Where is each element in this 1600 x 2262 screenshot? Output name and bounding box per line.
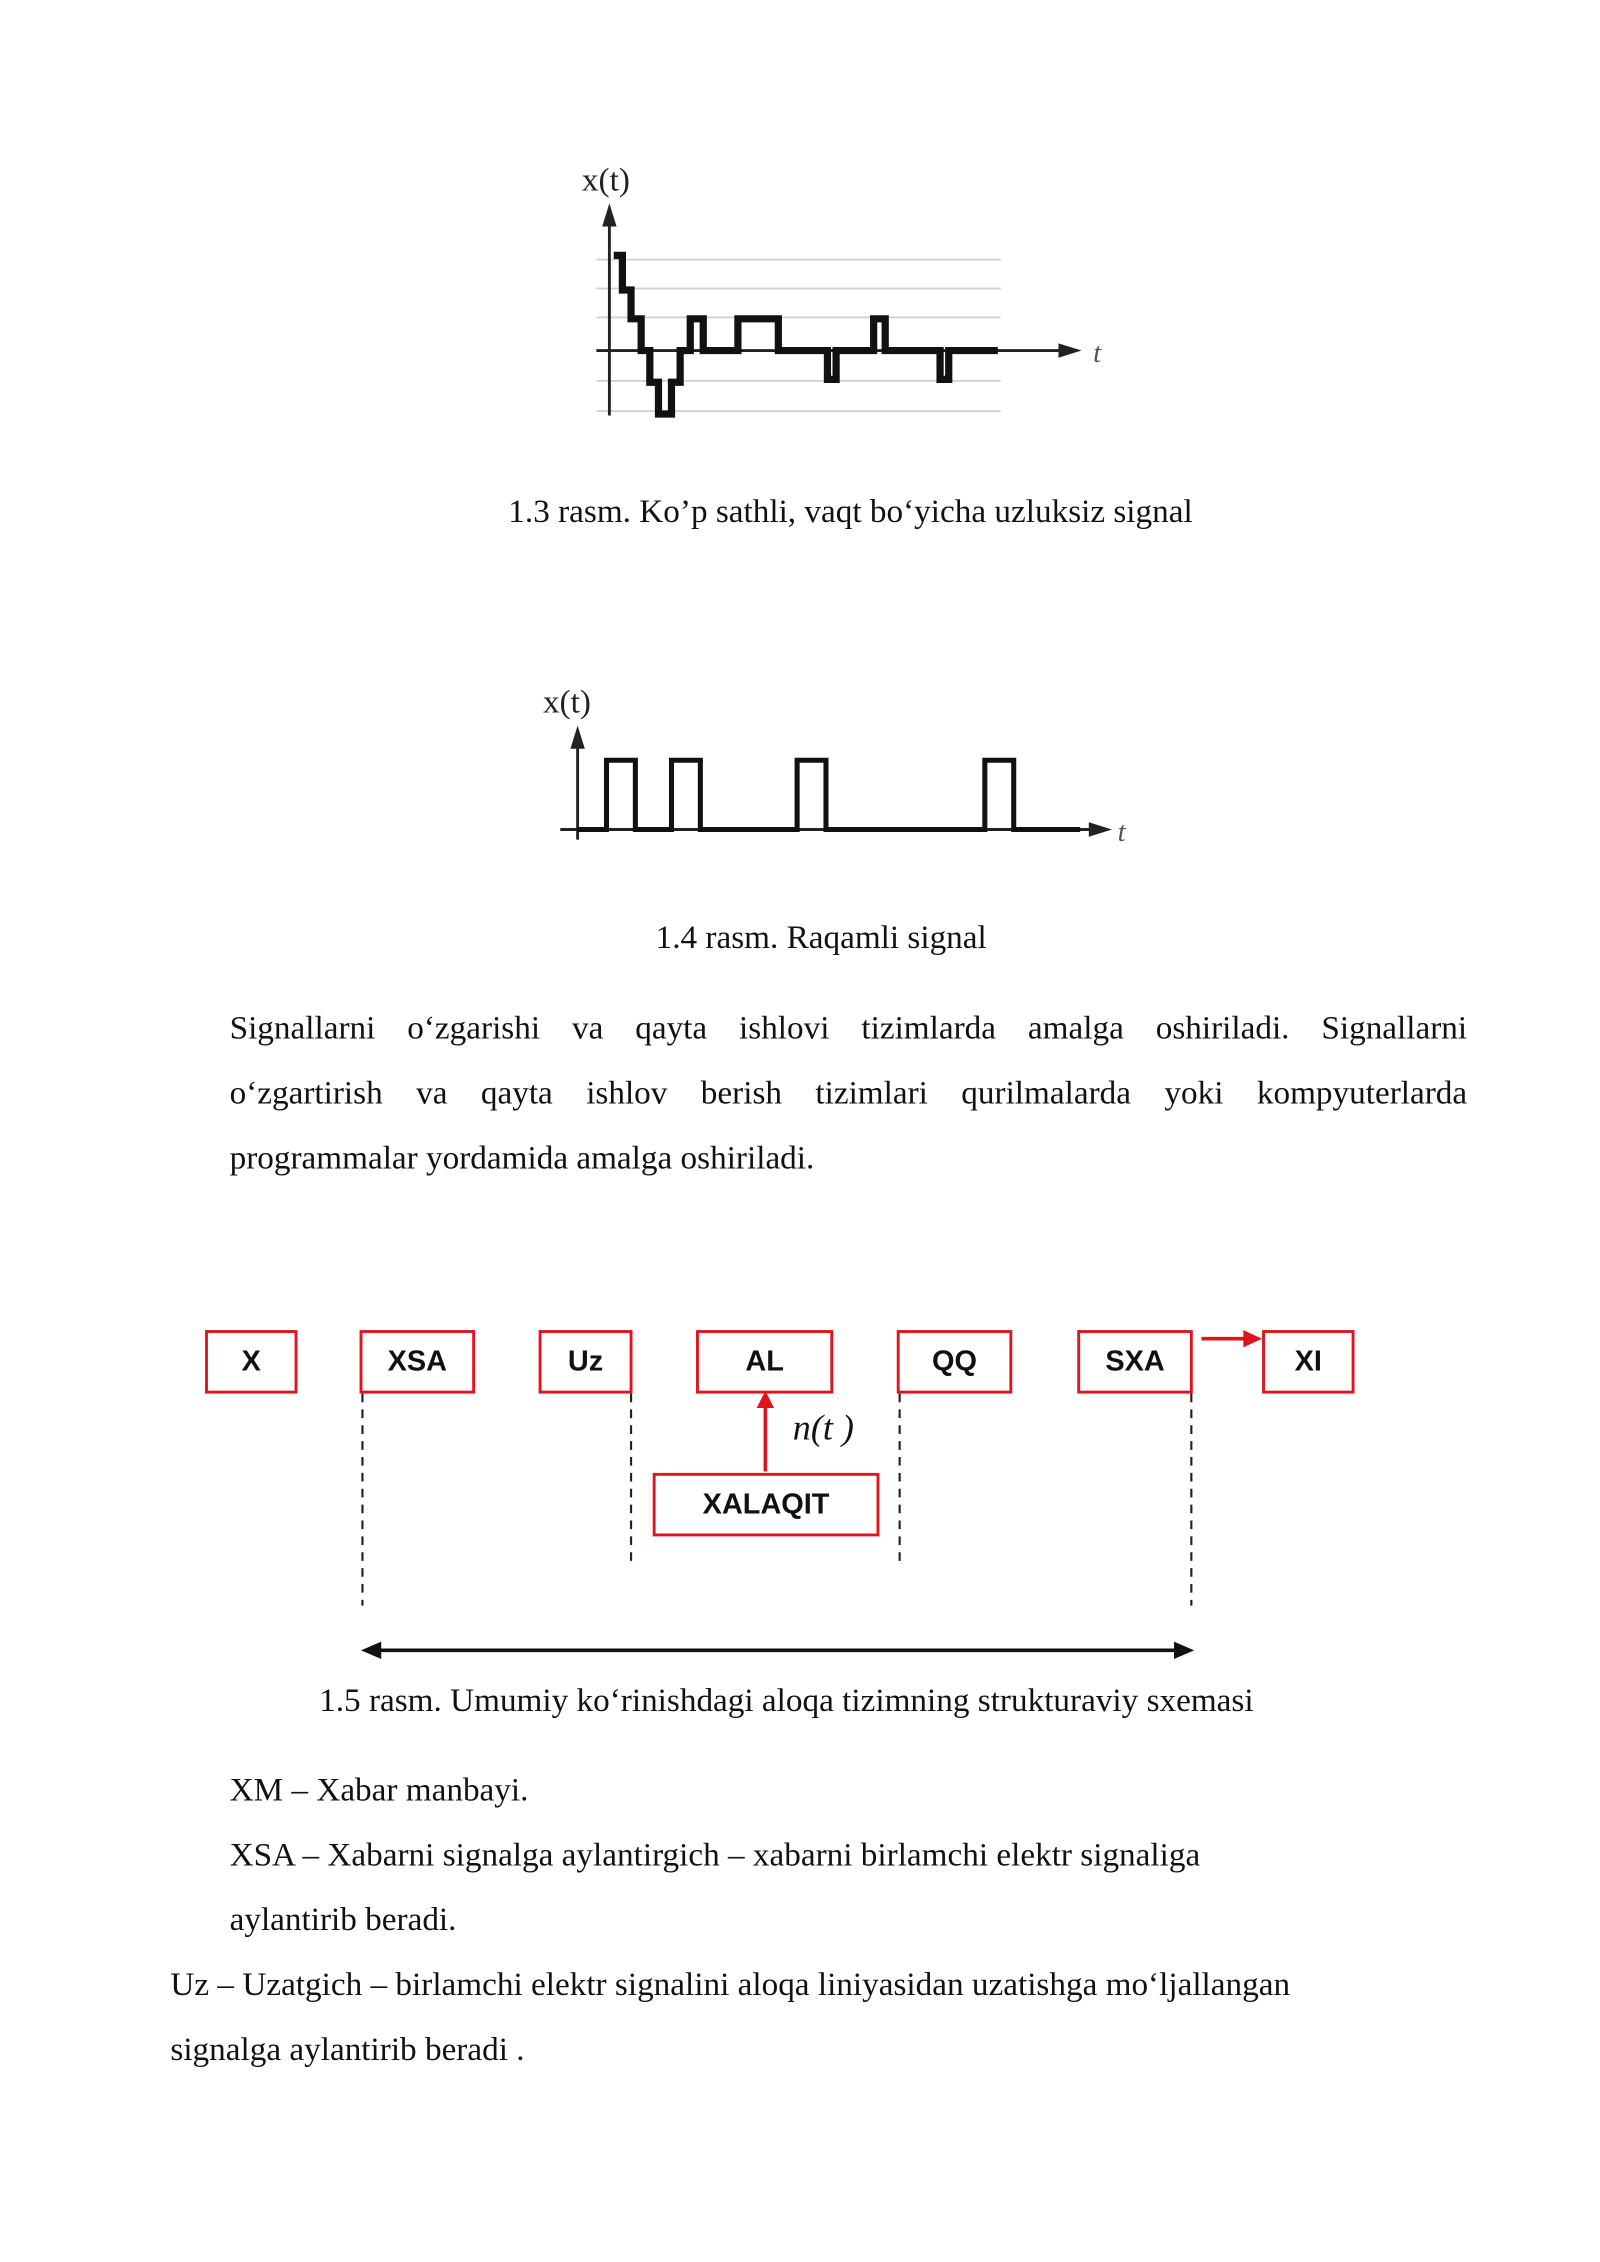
definition-uz-line: signalga aylantirib beradi . [170,2031,525,2068]
definition-uz-line: Uz – Uzatgich – birlamchi elektr signalini aloqa liniyasidan uzatishga mo‘ljallangan [170,1966,1291,2003]
figure-1-5-caption: 1.5 rasm. Umumiy ko‘rinishdagi aloqa tizimning strukturaviy sxemasi [319,1682,1254,1719]
definition-xsa-line: XSA – Xabarni signalga aylantirgich – xabarni birlamchi elektr signaliga [229,1836,1201,1873]
figure-1-3-x-label: t [1093,337,1102,370]
span-arrow-left-icon [361,1642,381,1659]
block-x: X [205,1330,297,1393]
paragraph-line: Signallarni o‘zgarishi va qayta ishlovi tizimlarda amalga oshiriladi. Signallarni [229,1009,1468,1046]
figure-1-4-y-label: x(t) [542,683,591,721]
block-xsa: XSA [360,1330,476,1393]
definition-xsa [230,1822,1201,1952]
noise-signal-label: n(t ) [792,1407,854,1448]
definition-uz [170,1952,1290,2082]
figure-1-4-x-label: t [1117,816,1126,849]
block-qq: QQ [897,1330,1013,1393]
block-sxa: SXA [1077,1330,1193,1393]
definition-xm [230,1757,529,1822]
block-uz: Uz [539,1330,633,1393]
block-al: AL [696,1330,833,1393]
definition-xm-text: XM – Xabar manbayi. [229,1771,529,1808]
sxa-xi-arrow-icon [1243,1330,1262,1347]
paragraph-line: o‘zgartirish va qayta ishlov berish tizimlari qurilmalarda yoki kompyuterlarda [229,1074,1468,1111]
figure-1-3-y-label: x(t) [581,161,630,199]
figure-1-3-caption: 1.3 rasm. Ko’p sathli, vaqt bo‘yicha uzluksiz signal [508,493,1193,530]
block-xi: XI [1262,1330,1354,1393]
figure-1-4-caption: 1.4 rasm. Raqamli signal [655,918,987,956]
paragraph-line: programmalar yordamida amalga oshiriladi. [229,1139,815,1176]
definition-xsa-line: aylantirib beradi. [229,1901,457,1938]
span-arrow-right-icon [1174,1642,1194,1659]
block-noise: XALAQIT [653,1473,880,1536]
